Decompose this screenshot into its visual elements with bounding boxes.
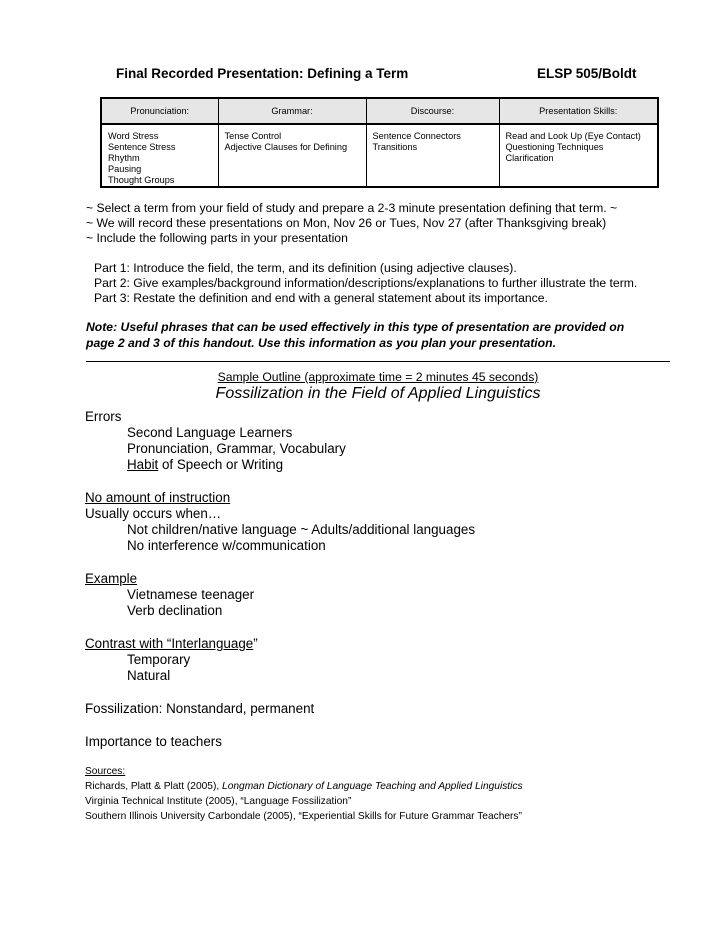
outline-item: Verb declination [127, 603, 223, 618]
presentation-skills-cell [499, 124, 658, 187]
fossilization-line: Fossilization: Nonstandard, permanent [85, 701, 315, 716]
habit-word: Habit [127, 457, 159, 472]
example-heading: Example [85, 571, 138, 586]
skill-item: Rhythm [108, 153, 140, 163]
instructions-list [86, 201, 617, 246]
skill-item: Tense Control [224, 131, 282, 141]
outline-item: Not children/native language ~ Adults/additional languages [127, 522, 476, 537]
skills-table [100, 97, 659, 188]
header-grammar: Grammar: [218, 98, 366, 124]
discourse-cell [366, 124, 499, 187]
habit-rest: of Speech or Writing [158, 457, 284, 472]
source-item: Southern Illinois University Carbondale (2005), “Experiential Skills for Future Grammar Teachers” [85, 811, 522, 822]
sources-heading: Sources: [85, 766, 126, 777]
source-title: Longman Dictionary of Language Teaching and Applied Linguistics [222, 781, 523, 792]
instruction-item: ~ We will record these presentations on Mon, Nov 26 or Tues, Nov 27 (after Thanksgiving break) [86, 216, 607, 230]
skill-item: Adjective Clauses for Defining [224, 142, 348, 152]
grammar-cell [218, 124, 366, 187]
sample-outline-label: Sample Outline (approximate time = 2 minutes 45 seconds) [217, 370, 539, 384]
outline-item: Temporary [127, 652, 191, 667]
header-presentation-skills: Presentation Skills: [499, 98, 658, 124]
contrast-quote: ” [253, 636, 258, 651]
document-title: Final Recorded Presentation: Defining a Term [116, 66, 409, 81]
source-item: Virginia Technical Institute (2005), “Language Fossilization” [85, 796, 352, 807]
outline-item: No interference w/communication [127, 538, 326, 553]
skill-item: Read and Look Up (Eye Contact) [505, 131, 641, 141]
skill-item: Sentence Stress [108, 142, 176, 152]
outline-item: Pronunciation, Grammar, Vocabulary [127, 441, 346, 456]
contrast-heading [85, 636, 258, 651]
part-item: Part 2: Give examples/background information/descriptions/explanations to further illustrate the term. [94, 276, 638, 290]
horizontal-divider [86, 361, 670, 362]
skill-item: Pausing [108, 164, 142, 174]
header-pronunciation: Pronunciation: [101, 98, 218, 124]
skills-table-header-row [101, 98, 658, 124]
source-prefix: Richards, Platt & Platt (2005), [85, 781, 223, 792]
note-line: page 2 and 3 of this handout. Use this information as you plan your presentation. [86, 335, 556, 350]
course-code: ELSP 505/Boldt [537, 66, 637, 81]
instruction-item: ~ Select a term from your field of study and prepare a 2-3 minute presentation defining that term. ~ [86, 201, 618, 215]
skill-item: Thought Groups [108, 175, 175, 185]
outline-item: Natural [127, 668, 171, 683]
pronunciation-cell [101, 124, 218, 187]
outline-title: Fossilization in the Field of Applied Linguistics [215, 385, 541, 402]
skill-item: Clarification [505, 153, 554, 163]
parts-list [94, 261, 637, 306]
note-paragraph [86, 320, 624, 351]
contrast-heading-text: Contrast with “Interlanguage [85, 636, 254, 651]
importance-line: Importance to teachers [85, 734, 222, 749]
skill-item: Sentence Connectors [372, 131, 461, 141]
skill-item: Transitions [372, 142, 418, 152]
outline-item: Vietnamese teenager [127, 587, 255, 602]
header-discourse: Discourse: [366, 98, 499, 124]
skill-item: Questioning Techniques [505, 142, 604, 152]
sources-section [85, 764, 523, 824]
skill-item: Word Stress [108, 131, 159, 141]
part-item: Part 3: Restate the definition and end with a general statement about its importance. [94, 291, 548, 305]
part-item: Part 1: Introduce the field, the term, and its definition (using adjective clauses). [94, 261, 517, 275]
outline-item: Second Language Learners [127, 425, 293, 440]
skills-table-body-row [101, 124, 658, 187]
note-line: Note: Useful phrases that can be used effectively in this type of presentation are provided on [86, 320, 625, 334]
errors-heading: Errors [85, 409, 122, 424]
usually-heading: Usually occurs when… [85, 506, 222, 521]
instruction-item: ~ Include the following parts in your presentation [86, 231, 348, 245]
no-amount-heading: No amount of instruction [85, 490, 231, 505]
source-item [85, 779, 523, 794]
outline-item-habit [127, 457, 283, 472]
